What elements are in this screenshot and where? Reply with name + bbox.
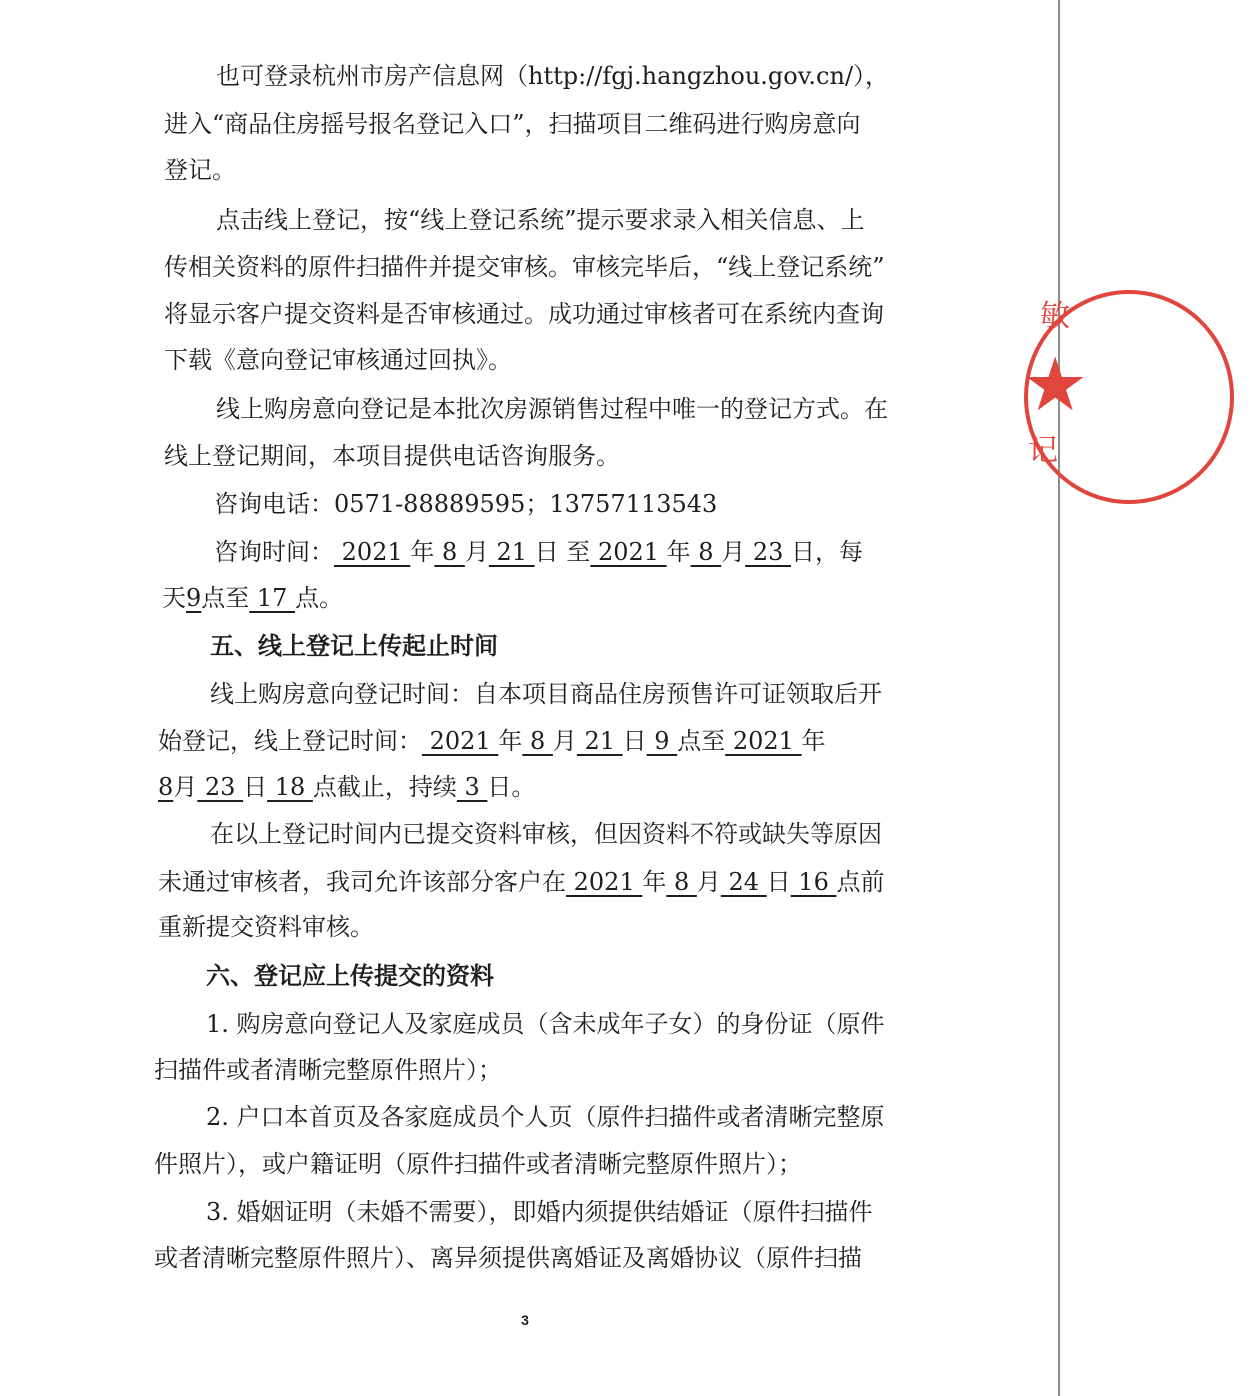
text-run: 月 [552,727,577,755]
filled-value: 21 [576,727,623,755]
text-run: 下载《意向登记审核通过回执》。 [164,346,512,374]
seal-text-bottom: 记 [1028,433,1058,468]
text-run: 月 [173,773,198,801]
section-heading [206,952,1246,1000]
text-run: 月 [464,538,489,566]
text-run: 年 [801,727,826,755]
text-line [158,717,1198,765]
filled-value: 23 [745,538,791,566]
text-run: 日 至 [534,538,591,566]
text-line [210,670,1250,718]
text-line [206,1093,1246,1141]
text-run: 线上登记期间，本项目提供电话咨询服务。 [164,442,620,470]
text-run: 重新提交资料审核。 [158,913,374,941]
filled-value: 9 [646,727,678,755]
text-line [162,574,1202,622]
text-run: 进入“商品住房摇号报名登记入口”，扫描项目二维码进行购房意向 [164,110,861,138]
text-run: 或者清晰完整原件照片）、离异须提供离婚证及离婚协议（原件扫描 [154,1244,862,1272]
page-number: 3 [521,1312,529,1328]
text-run: 登记。 [164,156,236,184]
text-run: 点至 [201,584,250,612]
text-line [206,1188,1246,1236]
text-run: 年 [642,868,667,896]
text-run: 点。 [295,584,344,612]
filled-value: 8 [666,868,697,896]
filled-value: 2021 [422,727,499,755]
filled-value: 17 [249,584,296,612]
red-seal-stamp [1010,286,1089,516]
text-run: 件照片），或户籍证明（原件扫描件或者清晰完整原件照片）； [154,1150,802,1178]
text-run: 始登记，线上登记时间： [158,727,422,755]
filled-value: 8 [158,773,174,801]
text-line [164,146,1204,194]
text-run: 未通过审核者，我司允许该部分客户在 [158,868,566,896]
text-run: 线上购房意向登记是本批次房源销售过程中唯一的登记方式。在 [216,395,888,423]
text-run: 2. 户口本首页及各家庭成员个人页（原件扫描件或者清晰完整原 [206,1103,885,1131]
text-line [154,1140,1194,1188]
text-line [158,763,1198,811]
filled-value: 21 [488,538,535,566]
text-run: 咨询时间： [214,538,334,566]
text-line [158,903,1198,951]
filled-value: 3 [456,773,488,801]
text-run: 月 [721,538,746,566]
text-run: 3. 婚姻证明（未婚不需要），即婚内须提供结婚证（原件扫描件 [206,1198,873,1226]
text-run: 五、线上登记上传起止时间 [210,631,498,660]
text-line [154,1234,1194,1282]
filled-value: 8 [690,538,722,566]
text-run: 也可登录杭州市房产信息网（http://fgj.hangzhou.gov.cn/）， [216,62,890,90]
text-run: 点前 [836,868,885,896]
text-line [164,243,1204,291]
text-run: 六、登记应上传提交的资料 [206,961,494,990]
filled-value: 9 [186,584,202,612]
text-line [216,52,1256,100]
filled-value: 2021 [334,538,411,566]
section-heading [210,622,1250,670]
text-line [164,100,1204,148]
text-line [210,810,1250,858]
text-run: 日 [243,773,268,801]
text-run: 点至 [677,727,726,755]
text-line [216,196,1256,244]
text-run: 日。 [487,773,536,801]
text-line [158,858,1198,906]
text-run: 年 [498,727,523,755]
seal-text-top: 敏 [1040,299,1070,334]
text-run: 日 [766,868,791,896]
text-run: 日，每 [790,538,863,566]
text-run: 在以上登记时间内已提交资料审核，但因资料不符或缺失等原因 [210,820,882,848]
filled-value: 8 [434,538,465,566]
text-run: 日 [622,727,647,755]
text-run: 传相关资料的原件扫描件并提交审核。审核完毕后，“线上登记系统” [164,253,885,281]
filled-value: 24 [720,868,767,896]
text-line [214,528,1254,576]
text-run: 年 [666,538,691,566]
filled-value: 23 [197,773,244,801]
text-run: 将显示客户提交资料是否审核通过。成功通过审核者可在系统内查询 [164,300,884,328]
filled-value: 8 [522,727,553,755]
text-run: 月 [696,868,721,896]
text-run: 线上购房意向登记时间：自本项目商品住房预售许可证领取后开 [210,680,882,708]
star-icon: ★ [1022,342,1089,428]
filled-value: 2021 [725,727,802,755]
text-run: 点截止，持续 [312,773,457,801]
filled-value: 18 [267,773,313,801]
text-run: 点击线上登记，按“线上登记系统”提示要求录入相关信息、上 [216,206,865,234]
filled-value: 2021 [566,868,643,896]
text-run: 1. 购房意向登记人及家庭成员（含未成年子女）的身份证（原件 [206,1010,885,1038]
text-line [206,1000,1246,1048]
filled-value: 2021 [590,538,667,566]
filled-value: 16 [790,868,837,896]
text-line [154,1046,1194,1094]
text-run: 咨询电话：0571-88889595；13757113543 [214,490,718,518]
text-run: 扫描件或者清晰完整原件照片）； [154,1056,502,1084]
text-run: 年 [410,538,435,566]
text-run: 天 [162,584,186,612]
